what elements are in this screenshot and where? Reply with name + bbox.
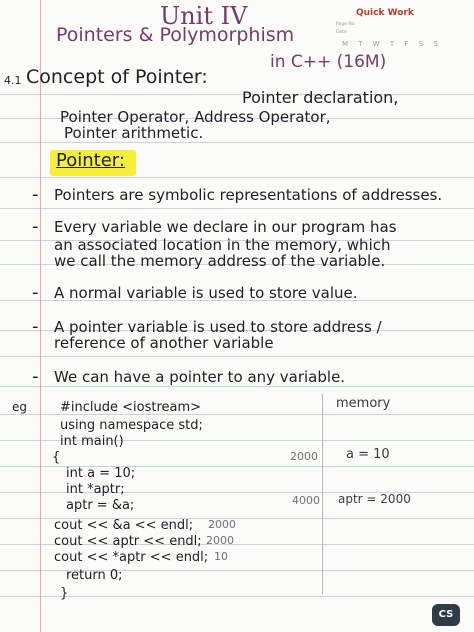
output-note: 10 <box>214 550 228 563</box>
unit-heading: Unit IV <box>160 2 248 30</box>
topic-line: Pointer arithmetic. <box>64 124 204 142</box>
topic-line: Pointer declaration, <box>242 88 399 107</box>
bullet-text: We can have a pointer to any variable. <box>54 368 346 386</box>
bullet-text: we call the memory address of the variable. <box>54 252 386 270</box>
output-note: 2000 <box>208 518 236 531</box>
topic-line: Pointer Operator, Address Operator, <box>60 108 331 126</box>
ruled-line <box>0 596 474 597</box>
memory-divider <box>322 394 323 594</box>
code-line: aptr = &a; <box>66 498 135 513</box>
scanner-logo-badge: CS <box>432 604 460 626</box>
code-line: } <box>60 586 69 601</box>
memory-label: memory <box>336 396 391 411</box>
code-line: #include <iostream> <box>60 400 202 415</box>
brand-name: Quick Work <box>356 8 414 18</box>
margin-line <box>40 0 41 632</box>
page-subtitle: in C++ (16M) <box>270 52 387 72</box>
brand-box <box>334 8 454 48</box>
ruled-line <box>0 208 474 209</box>
bullet-dash: - <box>32 282 39 303</box>
code-line: return 0; <box>66 568 123 583</box>
code-line: cout << &a << endl; <box>54 518 194 533</box>
code-line: cout << *aptr << endl; <box>54 550 209 565</box>
bullet-text: an associated location in the memory, which <box>54 236 391 254</box>
code-line: int *aptr; <box>66 482 125 497</box>
address-note: 4000 <box>292 494 320 507</box>
date-label: Date <box>336 30 347 35</box>
value-note: aptr = 2000 <box>338 492 411 506</box>
bullet-dash: - <box>32 366 39 387</box>
ruled-line <box>0 142 474 143</box>
highlighted-term: Pointer: <box>56 150 125 171</box>
code-line: int main() <box>60 434 124 449</box>
ruled-line <box>0 177 474 178</box>
bullet-dash: - <box>32 316 39 337</box>
ruled-line <box>0 94 474 95</box>
bullet-text: Pointers are symbolic representations of addresses. <box>54 186 443 204</box>
address-note: 2000 <box>290 450 318 463</box>
bullet-text: Every variable we declare in our program has <box>54 218 397 236</box>
code-line: cout << aptr << endl; <box>54 534 202 549</box>
code-line: int a = 10; <box>66 466 136 481</box>
bullet-text: A normal variable is used to store value. <box>54 284 358 302</box>
section-number: 4.1 <box>4 74 22 87</box>
section-heading: Concept of Pointer: <box>26 66 208 88</box>
ruled-line <box>0 356 474 357</box>
bullet-dash: - <box>32 216 39 237</box>
page-no-label: Page No. <box>336 22 356 27</box>
code-line: using namespace std; <box>60 418 203 433</box>
bullet-dash: - <box>32 184 39 205</box>
bullet-text: reference of another variable <box>54 334 274 352</box>
example-marker: eg <box>12 400 27 414</box>
page-title: Pointers & Polymorphism <box>56 24 295 46</box>
weekday-letters: M T W T F S S <box>342 40 442 48</box>
value-note: a = 10 <box>346 447 390 462</box>
code-line: { <box>52 450 61 465</box>
ruled-line <box>0 386 474 387</box>
output-note: 2000 <box>206 534 234 547</box>
bullet-text: A pointer variable is used to store address / <box>54 318 382 336</box>
